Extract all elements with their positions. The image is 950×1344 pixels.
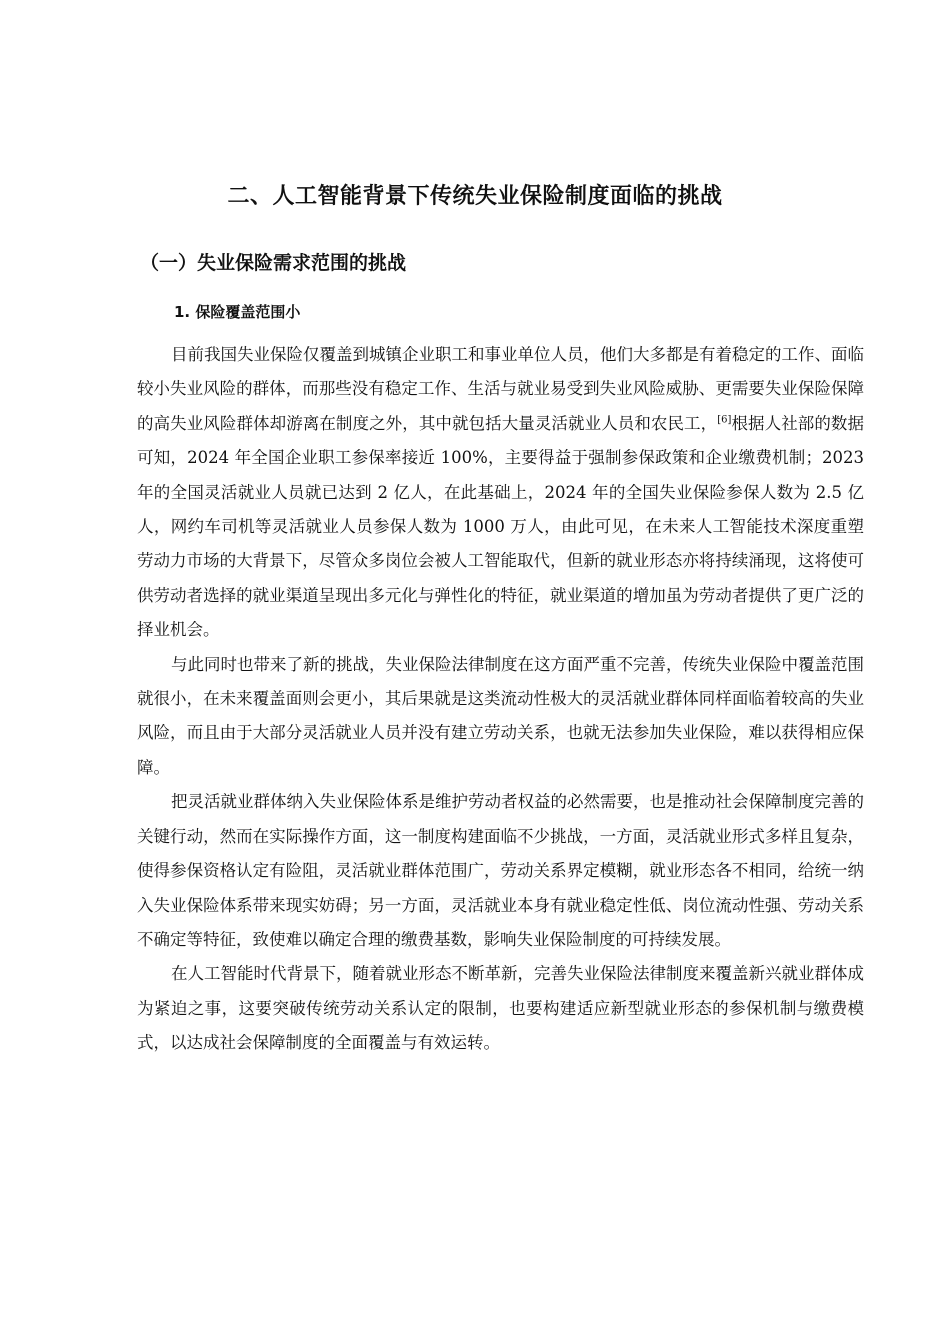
section-title: （一）失业保险需求范围的挑战 xyxy=(140,252,407,274)
paragraph-2: 与此同时也带来了新的挑战，失业保险法律制度在这方面严重不完善，传统失业保险中覆盖范围就很小，在未来覆盖面则会更小，其后果就是这类流动性极大的灵活就业群体同样面临着较高的失业风险，而且由于大部分灵活就业人员并没有建立劳动关系，也就无法参加失业保险，难以获得相应保障。 xyxy=(137,654,864,777)
citation-reference: [6] xyxy=(717,414,732,426)
paragraph-1 xyxy=(137,338,864,648)
paragraph-4: 在人工智能时代背景下，随着就业形态不断革新，完善失业保险法律制度来覆盖新兴就业群体成为紧迫之事，这要突破传统劳动关系认定的限制，也要构建适应新型就业形态的参保机制与缴费模式，以达成社会保障制度的全面覆盖与有效运转。 xyxy=(137,964,864,1053)
paragraph-1-text-b: 根据人社部的数据可知，2024 年全国企业职工参保率接近 100%，主要得益于强制参保政策和企业缴费机制；2023 年的全国灵活就业人员就已达到 2 亿人，在此基础上，2024 年的全国失业保险参保人数为 2.5 亿人，网约车司机等灵活就业人员参保人数为 1000 万人，由此可见，在未来人工智能技术深度重塑劳动力市场的大背景下，尽管众多岗位会被人工智能取代，但新的就业形态亦将持续涌现，这将使可供劳动者选择的就业渠道呈现出多元化与弹性化的特征，就业渠道的增加虽为劳动者提供了更广泛的择业机会。 xyxy=(137,413,865,640)
chapter-title: 二、人工智能背景下传统失业保险制度面临的挑战 xyxy=(227,184,723,209)
paragraph-3: 把灵活就业群体纳入失业保险体系是维护劳动者权益的必然需要，也是推动社会保障制度完善的关键行动，然而在实际操作方面，这一制度构建面临不少挑战，一方面，灵活就业形式多样且复杂，使得参保资格认定有险阻，灵活就业群体范围广，劳动关系界定模糊，就业形态各不相同，给统一纳入失业保险体系带来现实妨碍；另一方面，灵活就业本身有就业稳定性低、岗位流动性强、劳动关系不确定等特征，致使难以确定合理的缴费基数，影响失业保险制度的可持续发展。 xyxy=(137,792,864,949)
subsection-title: 1. 保险覆盖范围小 xyxy=(174,303,301,321)
paragraph-1-text-a: 目前我国失业保险仅覆盖到城镇企业职工和事业单位人员，他们大多都是有着稳定的工作、面临较小失业风险的群体，而那些没有稳定工作、生活与就业易受到失业风险威胁、更需要失业保险保障的高失业风险群体却游离在制度之外，其中就包括大量灵活就业人员和农民工， xyxy=(137,345,864,433)
body-text xyxy=(137,338,864,1061)
